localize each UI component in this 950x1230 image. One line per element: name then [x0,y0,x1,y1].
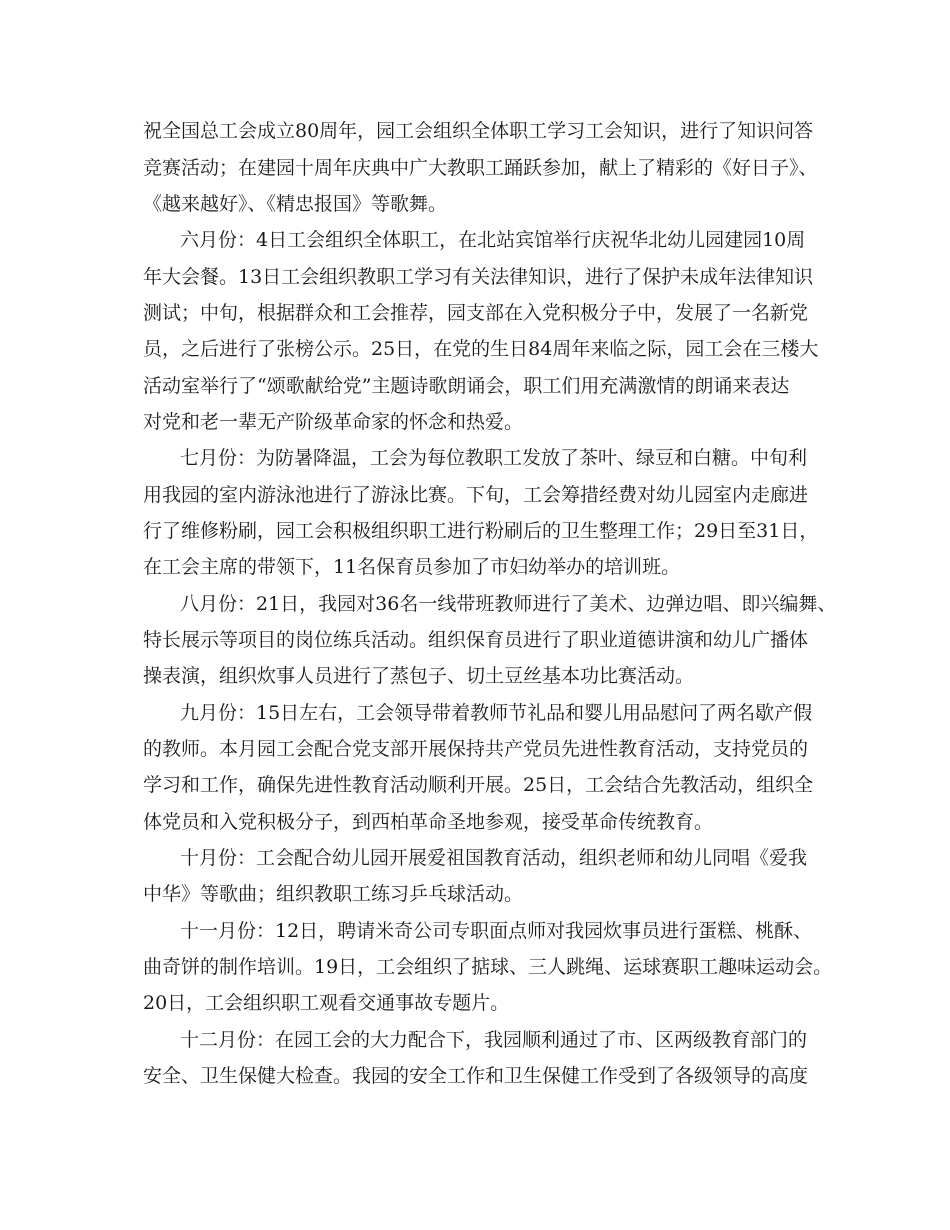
text-line: 曲奇饼的制作培训。19日，工会组织了掂球、三人跳绳、运球赛职工趣味运动会。 [143,956,833,978]
text-line: 操表演，组织炊事人员进行了蒸包子、切土豆丝基本功比赛活动。 [143,665,695,687]
text-line: 竞赛活动；在建园十周年庆典中广大教职工踊跃参加，献上了精彩的《好日子》、 [143,157,818,179]
text-line: 安全、卫生保健大检查。我园的安全工作和卫生保健工作受到了各级领导的高度 [143,1065,809,1087]
text-line: 员，之后进行了张榜公示。25日，在党的生日84周年来临之际，园工会在三楼大 [143,338,819,360]
paragraph-august-start: 八月份：21日，我园对36名一线带班教师进行了美术、边弹边唱、即兴编舞、 [180,593,837,615]
paragraph-november-start: 十一月份：12日，聘请米奇公司专职面点师对我园炊事员进行蛋糕、桃酥、 [180,920,813,942]
text-line: 特长展示等项目的岗位练兵活动。组织保育员进行了职业道德讲演和幼儿广播体 [143,629,809,651]
text-line: 中华》等歌曲；组织教职工练习乒乓球活动。 [143,883,524,905]
text-line: 活动室举行了“颂歌献给党”主题诗歌朗诵会，职工们用充满激情的朗诵来表达 [143,375,790,397]
paragraph-december-start: 十二月份：在园工会的大力配合下，我园顺利通过了市、区两级教育部门的 [180,1029,808,1051]
text-line: 测试；中旬，根据群众和工会推荐，园支部在入党积极分子中，发展了一名新党 [143,302,809,324]
paragraph-july-start: 七月份：为防暑降温，工会为每位教职工发放了茶叶、绿豆和白糖。中旬利 [180,447,808,469]
text-line: 祝全国总工会成立80周年，园工会组织全体职工学习工会知识，进行了知识问答 [143,120,814,142]
text-line: 对党和老一辈无产阶级革命家的怀念和热爱。 [143,411,524,433]
text-line: 用我园的室内游泳池进行了游泳比赛。下旬，工会筹措经费对幼儿园室内走廊进 [143,484,809,506]
paragraph-october-start: 十月份：工会配合幼儿园开展爱祖国教育活动，组织老师和幼儿同唱《爱我 [180,847,808,869]
paragraph-june-start: 六月份：4日工会组织全体职工，在北站宾馆举行庆祝华北幼儿园建园10周 [180,229,806,251]
text-line: 20日，工会组织职工观看交通事故专题片。 [143,992,510,1014]
text-line: 《越来越好》、《精忠报国》等歌舞。 [143,193,448,215]
text-line: 在工会主席的带领下，11名保育员参加了市妇幼举办的培训班。 [143,556,681,578]
text-line: 学习和工作，确保先进性教育活动顺利开展。25日，工会结合先教活动，组织全 [143,774,814,796]
text-line: 年大会餐。13日工会组织教职工学习有关法律知识，进行了保护未成年法律知识 [143,266,814,288]
text-line: 体党员和入党积极分子，到西柏革命圣地参观，接受革命传统教育。 [143,811,714,833]
text-line: 行了维修粉刷，园工会积极组织职工进行粉刷后的卫生整理工作；29日至31日， [143,520,819,542]
text-line: 的教师。本月园工会配合党支部开展保持共产党员先进性教育活动，支持党员的 [143,738,809,760]
paragraph-september-start: 九月份：15日左右，工会领导带着教师节礼品和婴儿用品慰问了两名歇产假 [180,702,813,724]
